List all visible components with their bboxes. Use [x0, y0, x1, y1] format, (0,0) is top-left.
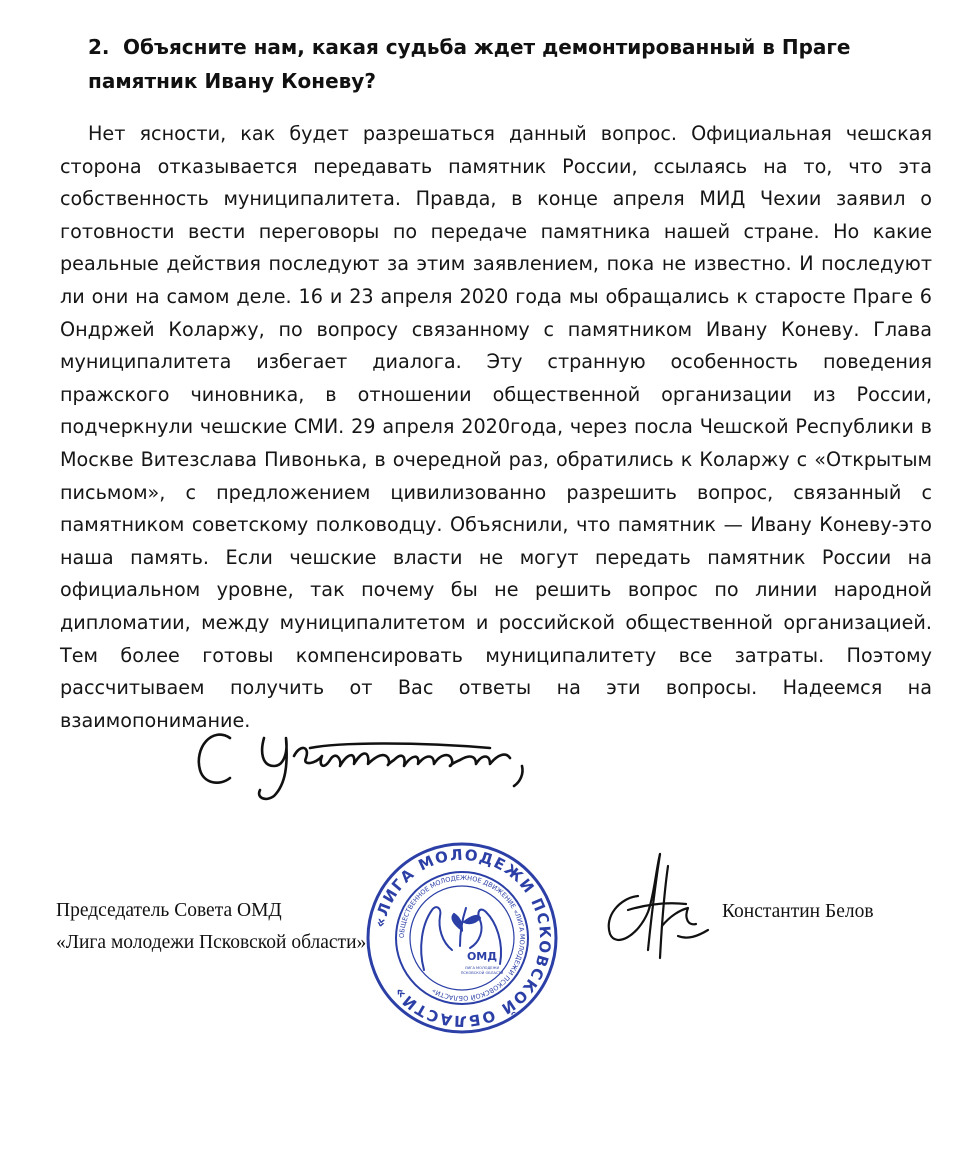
handwritten-signature: [598, 840, 718, 970]
svg-text:ОБЩЕСТВЕННОЕ МОЛОДЕЖНОЕ ДВИЖЕН: ОБЩЕСТВЕННОЕ МОЛОДЕЖНОЕ ДВИЖЕНИЕ «ЛИГА МОЛОДЕЖИ ПСКОВСКОЙ ОБЛАСТИ»: [397, 873, 527, 1003]
closing-handwriting-image: [190, 708, 570, 808]
svg-text:ЛИГА МОЛОДЕЖИ: ЛИГА МОЛОДЕЖИ: [464, 966, 500, 970]
organization-stamp: [362, 838, 562, 1038]
answer-body: [60, 118, 932, 737]
signer-title: [56, 895, 366, 959]
handwritten-closing: [190, 708, 570, 808]
answer-paragraph: Нет ясности, как будет разрешаться данный вопрос. Официальная чешская сторона отказывается передавать памятник России, ссылаясь на то, что эта собственность муниципалитета. Правда, в конце апреля МИД Чехии заявил о готовности вести переговоры по передаче памятника нашей стране. Но какие реальные действия последуют за этим заявлением, пока не известно. И последуют ли они на самом деле. 16 и 23 апреля 2020 года мы обращались к старосте Праге 6 Ондржей Коларжу, по вопросу связанному с памятником Ивану Коневу. Глава муниципалитета избегает диалога. Эту странную особенность поведения пражского чиновника, в отношении общественной организации из России, подчеркнули чешские СМИ. 29 апреля 2020года, через посла Чешской Республики в Москве Витезслава Пивонька, в очередной раз, обратились к Коларжу с «Открытым письмом», с предложением цивилизованно разрешить вопрос, связанный с памятником советскому полководцу. Объяснили, что памятник — Ивану Коневу-это наша память. Если чешские власти не могут передать памятник России на официальном уровне, так почему бы не решить вопрос по линии народной дипломатии, между муниципалитетом и российской общественной организацией. Тем более готовы компенсировать муниципалитету все затраты. Поэтому рассчитываем получить от Вас ответы на эти вопросы. Надеемся на взаимопонимание.: [60, 122, 932, 732]
signer-name: Константин Белов: [722, 901, 874, 922]
signature-image: [598, 840, 718, 970]
svg-text:ОМД: ОМД: [466, 950, 498, 963]
question-text: Объясните нам, какая судьба ждет демонтированный в Праге памятник Ивану Коневу?: [88, 35, 851, 93]
question-heading: [88, 30, 948, 98]
stamp-seal-image: [362, 838, 562, 1038]
signer-title-line2: «Лига молодежи Псковской области»: [56, 932, 367, 953]
question-number: 2.: [88, 35, 110, 59]
svg-text:«ЛИГА МОЛОДЕЖИ ПСКОВСКОЙ ОБЛАС: «ЛИГА МОЛОДЕЖИ ПСКОВСКОЙ ОБЛАСТИ»: [370, 845, 555, 1031]
signer-title-line1: Председатель Совета ОМД: [56, 900, 282, 921]
svg-text:ПСКОВСКОЙ ОБЛАСТИ: ПСКОВСКОЙ ОБЛАСТИ: [460, 971, 504, 975]
